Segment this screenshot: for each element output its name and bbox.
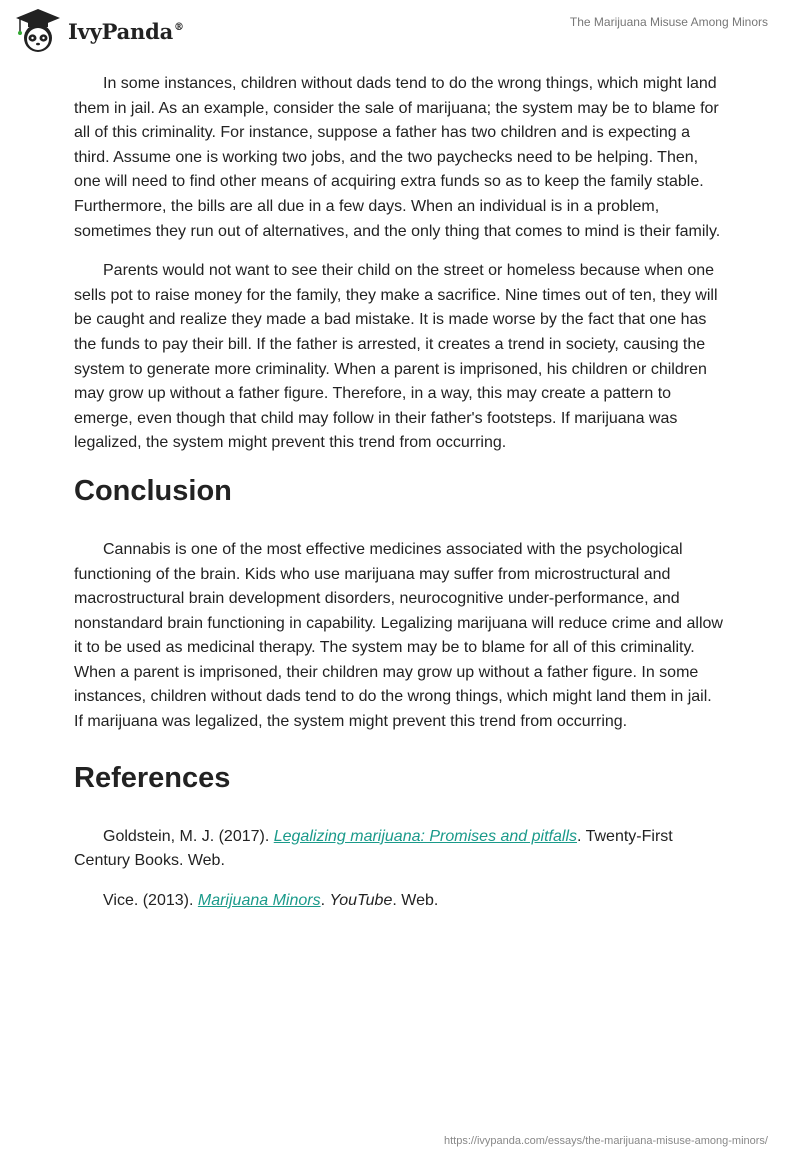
- reference-suffix: . Web.: [392, 891, 439, 909]
- references-heading: References: [74, 761, 231, 794]
- reference-item: [74, 889, 724, 914]
- ivypanda-logo[interactable]: [14, 8, 184, 54]
- reference-prefix: Goldstein, M. J. (2017).: [103, 827, 274, 845]
- page-header: [0, 0, 800, 64]
- conclusion-paragraph: Cannabis is one of the most effective medicines associated with the psychological functioning of the brain. Kids who use marijuana may suffer from microstructural and macrostructural brain development disorders, neurocognitive under-performance, and nonstandard brain functioning in capability. Legalizing marijuana will reduce crime and allow it to be used as medicinal therapy. The system may be to blame for all of this criminality. When a parent is imprisoned, their children may grow up without a father figure. In some instances, children without dads tend to do the wrong things, which might land them in jail. If marijuana was legalized, the system might prevent this trend from occurring.: [74, 540, 723, 731]
- reference-prefix: Vice. (2013).: [103, 891, 198, 909]
- essay-content: [74, 72, 724, 928]
- body-paragraph-1: In some instances, children without dads tend to do the wrong things, which might land them in jail. As an example, consider the sale of marijuana; the system may be to blame for all of this criminality. For instance, suppose a father has two children and is expecting a third. Assume one is working two jobs, and the two paychecks need to be helping. Then, one will need to find other means of acquiring extra funds so as to keep the family stable. Furthermore, the bills are all due in a few days. When an individual is in a problem, sometimes they run out of alternatives, and the only thing that comes to mind is their family.: [74, 75, 721, 240]
- body-paragraph-2: Parents would not want to see their child on the street or homeless because when one sells pot to raise money for the family, they make a sacrifice. Nine times out of ten, they will be caught and realize they made a bad mistake. It is made worse by the fact that one has the funds to pay their bill. If the father is arrested, it creates a trend in society, causing the system to generate more criminality. When a parent is imprisoned, his children or children may grow up without a father figure. Therefore, in a way, this may create a pattern to emerge, even though that child may follow in their father's footsteps. If marijuana was legalized, the system might prevent this trend from occurring.: [74, 262, 718, 452]
- panda-graduate-icon: [14, 8, 62, 54]
- reference-mid: .: [320, 891, 330, 909]
- reference-source: YouTube: [329, 891, 393, 909]
- reference-suffix: . Twenty-First Century Books. Web.: [74, 827, 673, 870]
- reference-item: [74, 825, 724, 874]
- reference-link[interactable]: Legalizing marijuana: Promises and pitfalls: [273, 827, 577, 845]
- conclusion-heading: Conclusion: [74, 474, 232, 507]
- brand-name: IvyPanda®: [68, 18, 184, 44]
- document-title: The Marijuana Misuse Among Minors: [569, 15, 768, 29]
- reference-link[interactable]: Marijuana Minors: [197, 891, 321, 909]
- footer-url[interactable]: https://ivypanda.com/essays/the-marijuana-misuse-among-minors/: [443, 1135, 768, 1147]
